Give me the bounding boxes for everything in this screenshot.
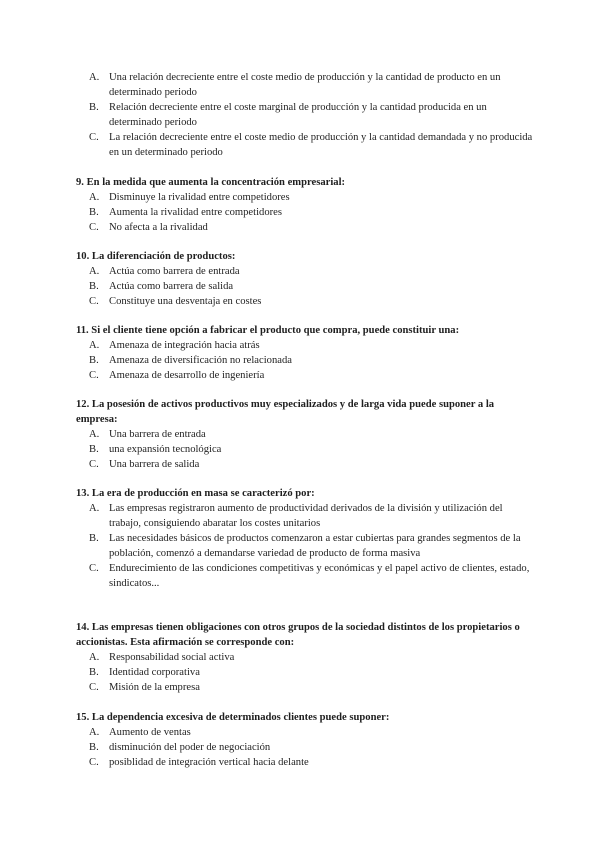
question-title: 11. Si el cliente tiene opción a fabricar el producto que compra, puede constituir una: xyxy=(76,325,460,336)
option-a xyxy=(76,650,536,665)
option-text: Amenaza de desarrollo de ingeniería xyxy=(109,370,265,381)
option-letter: A. xyxy=(89,727,100,738)
question-13 xyxy=(76,486,536,591)
option-b xyxy=(76,205,536,220)
option-b xyxy=(76,531,536,561)
option-text: Las necesidades básicos de productos comenzaron a estar cubiertas para grandes segmentos de la población, comenzó a demandarse variedad de producto de forma masiva xyxy=(109,533,521,559)
option-letter: A. xyxy=(89,503,100,514)
question-12 xyxy=(76,397,536,472)
question-10 xyxy=(76,249,536,309)
option-b xyxy=(76,442,536,457)
option-letter: C. xyxy=(89,563,99,574)
option-letter: B. xyxy=(89,281,99,292)
option-letter: A. xyxy=(89,72,100,83)
option-text: Responsabilidad social activa xyxy=(109,652,235,663)
option-text: Aumenta la rivalidad entre competidores xyxy=(109,207,282,218)
option-text: Aumento de ventas xyxy=(109,727,191,738)
option-text: Identidad corporativa xyxy=(109,667,200,678)
option-b xyxy=(76,740,536,755)
option-text: No afecta a la rivalidad xyxy=(109,222,208,233)
option-text: Endurecimiento de las condiciones competitivas y económicas y el papel activo de clientes, estado, sindicatos... xyxy=(109,563,530,589)
option-letter: C. xyxy=(89,296,99,307)
option-text: disminución del poder de negociación xyxy=(109,742,271,753)
option-letter: B. xyxy=(89,444,99,455)
option-text: Actúa como barrera de entrada xyxy=(109,266,240,277)
option-letter: A. xyxy=(89,192,100,203)
question-title: 9. En la medida que aumenta la concentración empresarial: xyxy=(76,177,346,188)
option-text: Amenaza de diversificación no relacionada xyxy=(109,355,292,366)
option-b xyxy=(76,279,536,294)
option-text: Amenaza de integración hacia atrás xyxy=(109,340,260,351)
option-letter: A. xyxy=(89,652,100,663)
option-a xyxy=(76,190,536,205)
option-letter: A. xyxy=(89,429,100,440)
option-letter: B. xyxy=(89,742,99,753)
option-b xyxy=(76,100,536,130)
option-letter: C. xyxy=(89,132,99,143)
option-text: Las empresas registraron aumento de productividad derivados de la división y utilización del trabajo, consiguiendo abaratar los costes unitarios xyxy=(109,503,503,529)
option-a xyxy=(76,501,536,531)
option-text: Disminuye la rivalidad entre competidores xyxy=(109,192,290,203)
option-c xyxy=(76,368,536,383)
option-letter: C. xyxy=(89,682,99,693)
option-letter: B. xyxy=(89,533,99,544)
option-text: Una barrera de entrada xyxy=(109,429,206,440)
question-8-options xyxy=(76,70,536,160)
question-title: 13. La era de producción en masa se caracterizó por: xyxy=(76,488,315,499)
option-b xyxy=(76,665,536,680)
option-letter: B. xyxy=(89,207,99,218)
option-text: Actúa como barrera de salida xyxy=(109,281,234,292)
option-text: Una barrera de salida xyxy=(109,459,200,470)
option-text: una expansión tecnológica xyxy=(109,444,222,455)
option-c xyxy=(76,457,536,472)
option-c xyxy=(76,130,536,160)
option-a xyxy=(76,338,536,353)
question-15 xyxy=(76,710,536,770)
option-letter: B. xyxy=(89,102,99,113)
question-title: 14. Las empresas tienen obligaciones con otros grupos de la sociedad distintos de los propietarios o accionistas. Esta afirmación se corresponde con: xyxy=(76,622,520,648)
option-c xyxy=(76,561,536,591)
question-title: 15. La dependencia excesiva de determinados clientes puede suponer: xyxy=(76,712,390,723)
question-title: 12. La posesión de activos productivos muy especializados y de larga vida puede suponer a la empresa: xyxy=(76,399,495,425)
question-title: 10. La diferenciación de productos: xyxy=(76,251,236,262)
option-a xyxy=(76,264,536,279)
option-text: Constituye una desventaja en costes xyxy=(109,296,262,307)
option-letter: C. xyxy=(89,222,99,233)
question-14 xyxy=(76,620,536,695)
option-text: posiblidad de integración vertical hacia delante xyxy=(109,757,309,768)
option-a xyxy=(76,70,536,100)
option-text: Una relación decreciente entre el coste medio de producción y la cantidad de producto en un determinado periodo xyxy=(109,72,501,98)
option-letter: B. xyxy=(89,667,99,678)
question-11 xyxy=(76,323,536,383)
option-b xyxy=(76,353,536,368)
option-c xyxy=(76,220,536,235)
option-text: La relación decreciente entre el coste medio de producción y la cantidad demandada y no producida en un determinado periodo xyxy=(109,132,533,158)
option-c xyxy=(76,680,536,695)
option-letter: A. xyxy=(89,266,100,277)
option-c xyxy=(76,755,536,770)
question-9 xyxy=(76,175,536,235)
option-a xyxy=(76,725,536,740)
option-letter: C. xyxy=(89,757,99,768)
option-text: Misión de la empresa xyxy=(109,682,200,693)
option-letter: C. xyxy=(89,370,99,381)
option-letter: A. xyxy=(89,340,100,351)
option-letter: C. xyxy=(89,459,99,470)
option-letter: B. xyxy=(89,355,99,366)
option-c xyxy=(76,294,536,309)
option-a xyxy=(76,427,536,442)
option-text: Relación decreciente entre el coste marginal de producción y la cantidad producida en un determinado periodo xyxy=(109,102,487,128)
